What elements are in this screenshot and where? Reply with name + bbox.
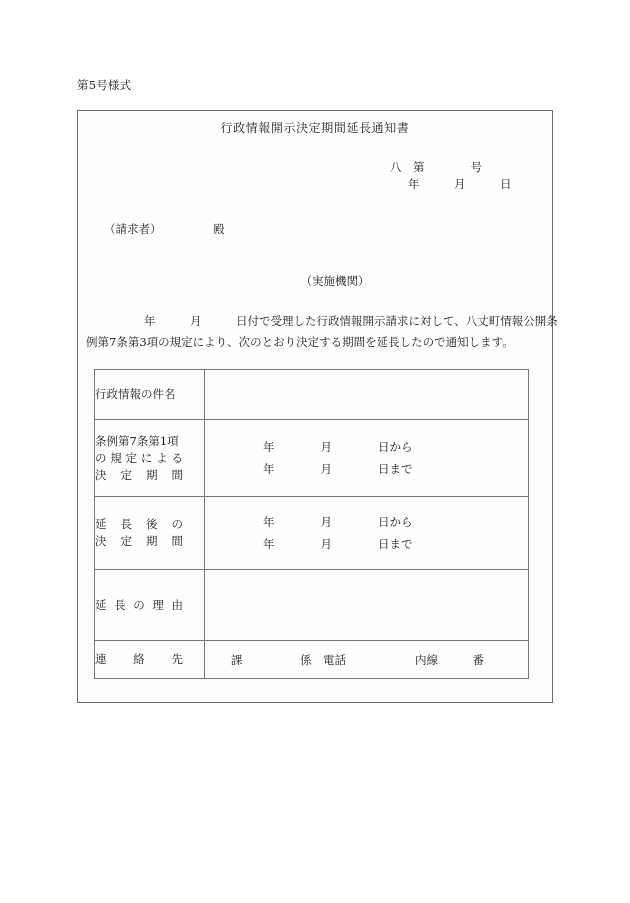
row-label-subject	[95, 370, 205, 420]
reference-block	[378, 159, 528, 193]
body-paragraph	[86, 311, 558, 353]
row-label-decision-period-line-2: の規定による	[95, 450, 183, 465]
row-label-reason	[95, 570, 205, 641]
extended-period-to: 年 月 日まで	[263, 537, 413, 551]
row-label-extended-period-line-1: 延長後の	[95, 517, 183, 531]
body-line-1: 年 月 日付で受理した行政情報開示請求に対して、八丈町情報公開条	[144, 314, 558, 328]
addressee-line: （請求者） 殿	[104, 222, 225, 236]
page-title: 行政情報開示決定期間延長通知書	[220, 121, 410, 135]
row-value-contact[interactable]	[205, 641, 529, 679]
table-row	[95, 641, 529, 679]
row-label-subject-line-1: 行政情報の件名	[95, 387, 176, 401]
table-row	[95, 497, 529, 570]
decision-period-from: 年 月 日から	[263, 440, 413, 454]
reference-date-line: 年 月 日	[408, 177, 512, 191]
row-label-decision-period-line-3: 決定期間	[95, 467, 183, 482]
row-label-extended-period	[95, 497, 205, 570]
body-line-2: 例第7条第3項の規定により、次のとおり決定する期間を延長したので通知します。	[86, 335, 514, 349]
table-row	[95, 420, 529, 497]
row-value-reason[interactable]	[205, 570, 529, 641]
form-number-label: 第5号様式	[77, 78, 132, 92]
table-row	[95, 370, 529, 420]
table-row	[95, 570, 529, 641]
row-label-extended-period-line-2: 決定期間	[95, 534, 183, 548]
row-label-decision-period	[95, 420, 205, 497]
extended-period-from: 年 月 日から	[263, 515, 413, 529]
decision-period-to: 年 月 日まで	[263, 462, 413, 476]
contact-fields: 課 係 電話 内線 番	[231, 652, 484, 667]
issuer-line: （実施機関）	[300, 274, 370, 288]
reference-number-line: 八 第 号	[390, 160, 482, 174]
document-frame	[77, 110, 558, 703]
details-table	[94, 369, 529, 679]
row-label-reason-line-1: 延長の理由	[95, 597, 183, 612]
row-value-subject[interactable]	[205, 370, 529, 420]
row-label-contact-line-1: 連絡先	[95, 652, 183, 666]
row-value-extended-period[interactable]	[205, 497, 529, 570]
row-label-contact	[95, 641, 205, 679]
row-value-decision-period[interactable]	[205, 420, 529, 497]
row-label-decision-period-line-1: 条例第7条第1項	[95, 433, 179, 448]
